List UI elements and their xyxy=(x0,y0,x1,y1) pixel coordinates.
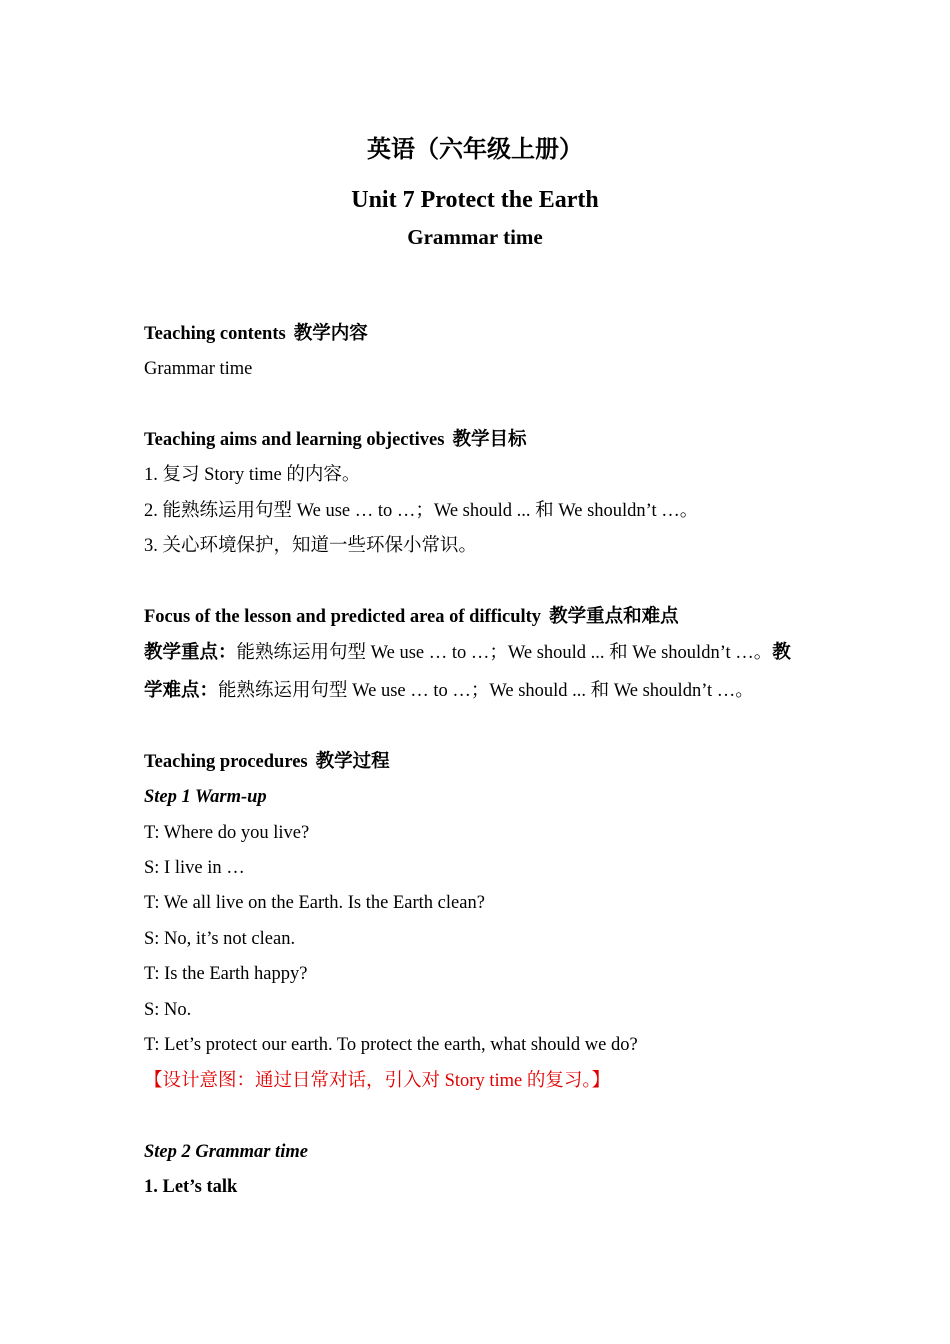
aim-item-1: 1. 复习 Story time 的内容。 xyxy=(144,465,361,485)
contents-heading-cn: 教学内容 xyxy=(293,324,368,344)
focus-difficulty-label-start: 教 xyxy=(772,643,791,663)
document-title: 英语（六年级上册） xyxy=(367,137,583,163)
focus-key-line xyxy=(144,642,791,664)
focus-heading-en: Focus of the lesson and predicted area of difficulty xyxy=(144,607,542,627)
focus-difficulty-label-end: 学难点： xyxy=(144,681,219,701)
dialogue-line-3: T: We all live on the Earth. Is the Earth clean? xyxy=(144,893,485,913)
focus-heading-cn: 教学重点和难点 xyxy=(549,607,679,627)
focus-difficulty-line xyxy=(144,680,754,702)
dialogue-line-2: S: I live in … xyxy=(144,858,245,878)
procedures-heading-cn: 教学过程 xyxy=(315,752,390,772)
aims-heading-cn: 教学目标 xyxy=(452,430,527,450)
dialogue-line-7: T: Let’s protect our earth. To protect the earth, what should we do? xyxy=(144,1035,638,1055)
procedures-heading-en: Teaching procedures xyxy=(144,752,308,772)
contents-body: Grammar time xyxy=(144,359,253,379)
dialogue-line-4: S: No, it’s not clean. xyxy=(144,929,296,949)
aims-heading xyxy=(144,429,527,451)
contents-heading-en: Teaching contents xyxy=(144,324,286,344)
sub-section-title: 1. Let’s talk xyxy=(144,1177,238,1197)
contents-heading xyxy=(144,323,368,345)
aim-item-2: 2. 能熟练运用句型 We use … to …；We should ... 和 We shouldn’t …。 xyxy=(144,501,699,521)
aim-item-3: 3. 关心环境保护，知道一些环保小常识。 xyxy=(144,536,478,556)
design-note: 【设计意图：通过日常对话，引入对 Story time 的复习。】 xyxy=(144,1071,611,1091)
procedures-heading xyxy=(144,751,390,773)
step2-title: Step 2 Grammar time xyxy=(144,1142,308,1162)
focus-key-text: 能熟练运用句型 We use … to …；We should ... 和 We shouldn’t …。 xyxy=(236,643,773,663)
focus-heading xyxy=(144,606,679,628)
section-title: Grammar time xyxy=(407,225,543,249)
dialogue-line-6: S: No. xyxy=(144,1000,192,1020)
unit-title: Unit 7 Protect the Earth xyxy=(351,187,599,213)
focus-difficulty-text: 能熟练运用句型 We use … to …；We should ... 和 We shouldn’t …。 xyxy=(218,681,754,701)
dialogue-line-5: T: Is the Earth happy? xyxy=(144,964,308,984)
step1-title: Step 1 Warm-up xyxy=(144,787,267,807)
dialogue-line-1: T: Where do you live? xyxy=(144,823,310,843)
aims-heading-en: Teaching aims and learning objectives xyxy=(144,430,445,450)
focus-key-label: 教学重点： xyxy=(144,643,237,663)
